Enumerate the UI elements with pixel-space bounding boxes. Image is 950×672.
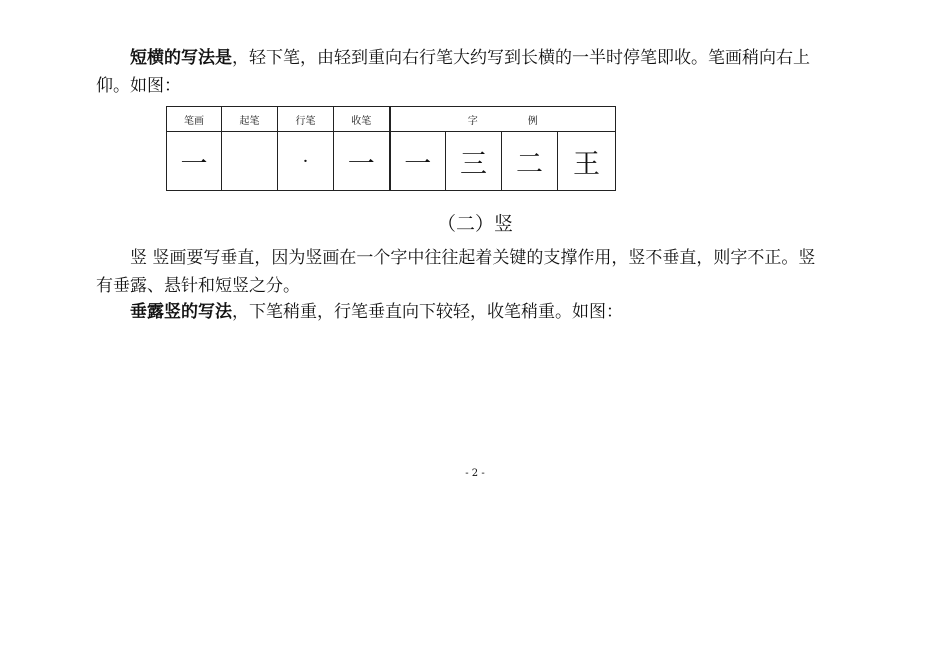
header-stroke: 笔画 (167, 107, 222, 132)
vertical-stroke-text: 竖 竖画要写垂直，因为竖画在一个字中往往起着关键的支撑作用，竖不垂直，则字不正。竖有垂露、悬针和短竖之分。 (96, 248, 816, 296)
header-start: 起笔 (222, 107, 278, 132)
header-examples-example: 例 (527, 115, 538, 127)
stroke-table-header-row (167, 107, 616, 132)
vertical-stroke-paragraph (96, 244, 816, 300)
section-heading: （二）竖 (436, 213, 513, 235)
header-examples (390, 107, 616, 132)
stroke-table-body-row (167, 132, 616, 191)
cell-example-3: 二 (502, 132, 558, 191)
dewdrop-vertical-text: ，下笔稍重，行笔垂直向下较轻，收笔稍重。如图： (232, 302, 623, 322)
cell-move: · (278, 132, 334, 191)
page-number: - 2 - (465, 468, 485, 479)
short-horizontal-lead: 短横的写法是 (130, 48, 232, 68)
dewdrop-vertical-paragraph (96, 298, 816, 326)
cell-end: 一 (334, 132, 390, 191)
cell-stroke: 一 (167, 132, 222, 191)
dewdrop-vertical-lead: 垂露竖的写法 (130, 302, 232, 322)
header-end: 收笔 (334, 107, 390, 132)
short-horizontal-text: ，轻下笔，由轻到重向右行笔大约写到长横的一半时停笔即收。笔画稍向右上仰。如图： (96, 48, 810, 96)
cell-example-1: 一 (390, 132, 446, 191)
cell-example-2: 三 (446, 132, 502, 191)
header-examples-char: 字 (467, 115, 478, 127)
cell-start (222, 132, 278, 191)
stroke-table (166, 106, 616, 191)
cell-example-4: 王 (558, 132, 616, 191)
header-move: 行笔 (278, 107, 334, 132)
short-horizontal-paragraph (96, 44, 816, 100)
